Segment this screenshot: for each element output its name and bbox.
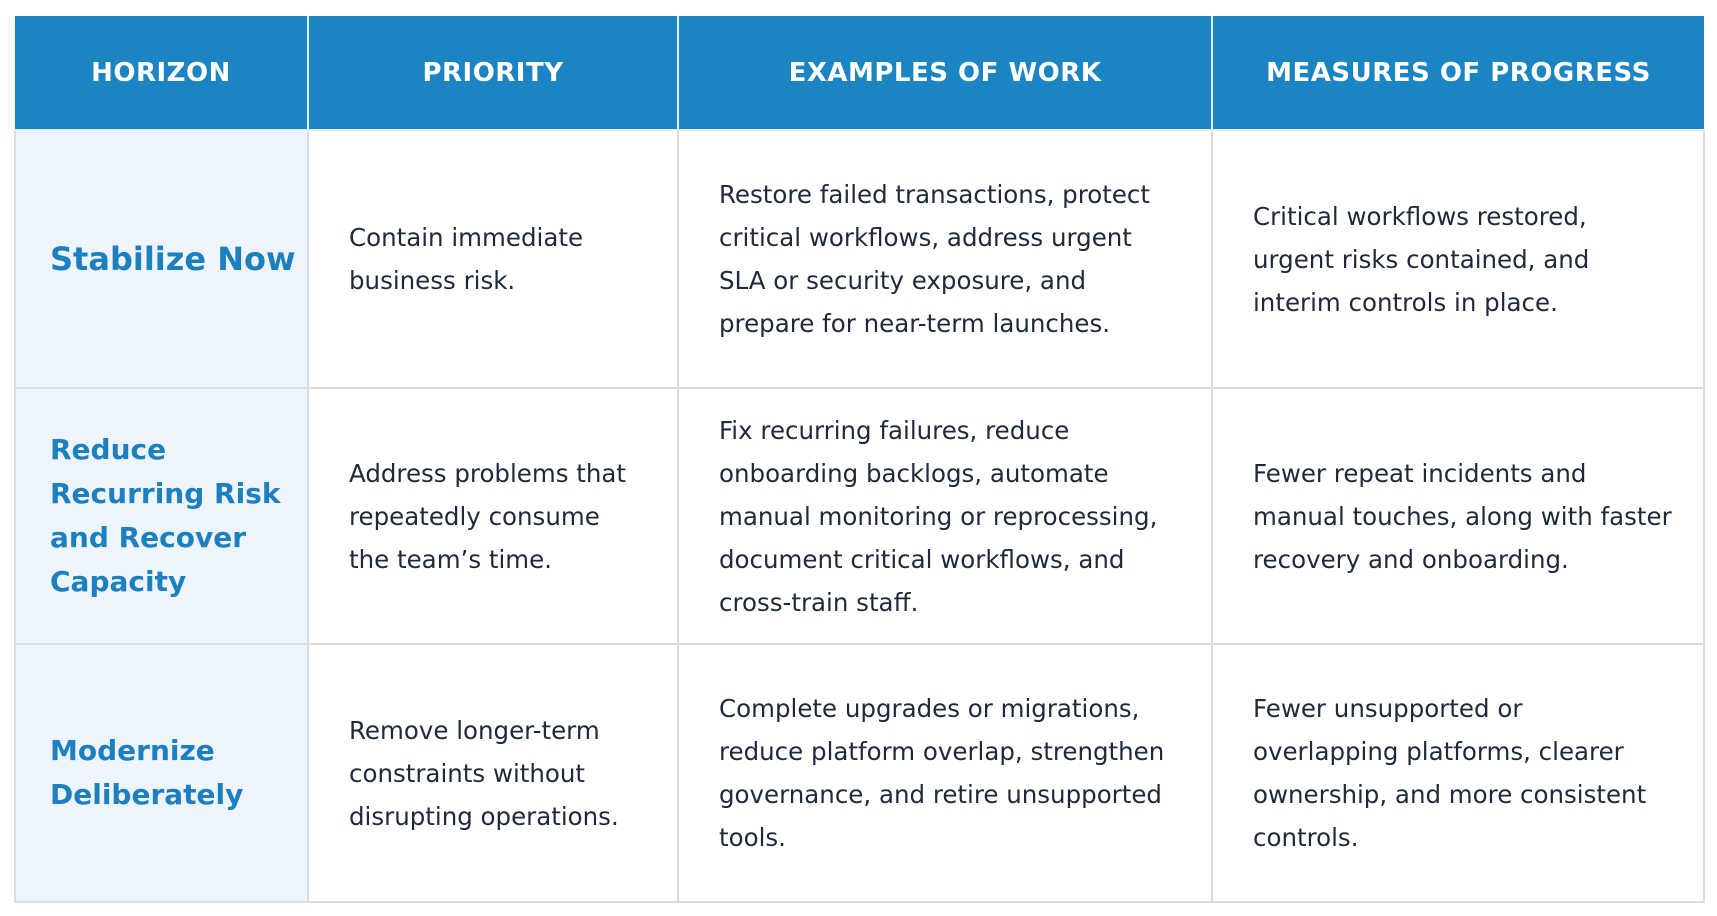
table-row	[15, 388, 1704, 644]
priority-cell: Remove longer-term constraints without disrupting operations.	[308, 644, 678, 902]
measures-cell: Critical workflows restored, urgent risks contained, and interim controls in place.	[1212, 130, 1704, 388]
header-priority: PRIORITY	[308, 16, 678, 130]
priority-cell: Address problems that repeatedly consume the team’s time.	[308, 388, 678, 644]
header-measures-of-progress: MEASURES OF PROGRESS	[1212, 16, 1704, 130]
measures-cell: Fewer repeat incidents and manual touches, along with faster recovery and onboarding.	[1212, 388, 1704, 644]
priority-cell: Contain immediate business risk.	[308, 130, 678, 388]
examples-cell: Fix recurring failures, reduce onboarding backlogs, automate manual monitoring or reprocessing, document critical workflows, and cross-train staff.	[678, 388, 1212, 644]
table-row	[15, 644, 1704, 902]
examples-cell: Complete upgrades or migrations, reduce platform overlap, strengthen governance, and retire unsupported tools.	[678, 644, 1212, 902]
header-horizon: HORIZON	[15, 16, 308, 130]
horizon-cell: Reduce Recurring Risk and Recover Capacity	[15, 388, 308, 644]
table-header	[15, 16, 1704, 130]
header-examples-of-work: EXAMPLES OF WORK	[678, 16, 1212, 130]
horizon-cell: Modernize Deliberately	[15, 644, 308, 902]
table-body	[15, 130, 1704, 902]
measures-cell: Fewer unsupported or overlapping platforms, clearer ownership, and more consistent controls.	[1212, 644, 1704, 902]
examples-cell: Restore failed transactions, protect critical workflows, address urgent SLA or security exposure, and prepare for near-term launches.	[678, 130, 1212, 388]
header-row	[15, 16, 1704, 130]
table-row	[15, 130, 1704, 388]
horizon-cell: Stabilize Now	[15, 130, 308, 388]
horizon-table	[14, 16, 1705, 903]
